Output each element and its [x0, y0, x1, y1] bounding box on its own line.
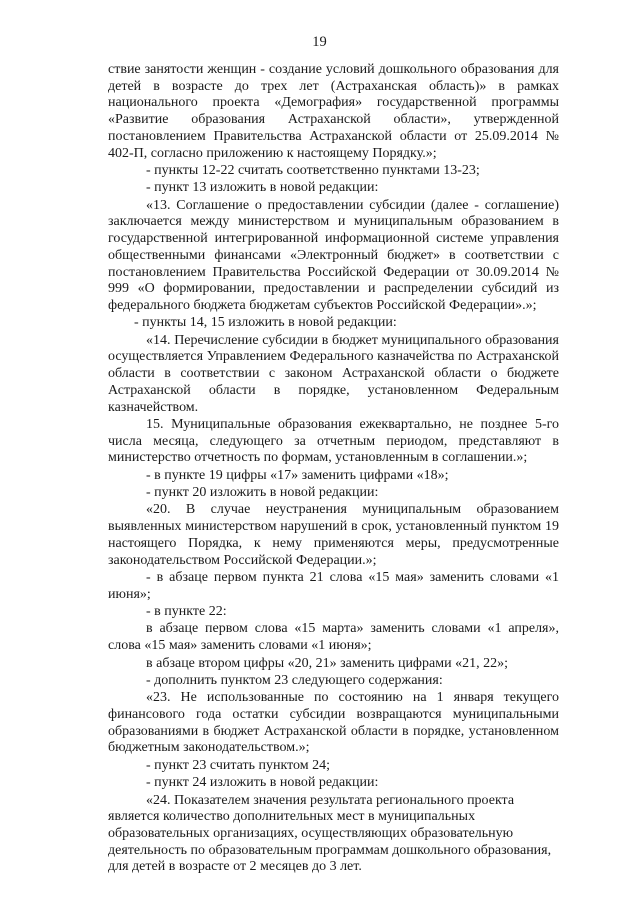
paragraph-item: в абзаце втором цифры «20, 21» заменить цифрами «21, 22»; — [146, 655, 508, 671]
paragraph-item: - пункты 14, 15 изложить в новой редакции: — [134, 315, 397, 331]
paragraph-quote: «23. Не использованные по состоянию на 1 января текущего финансового года остатки субсидии возвращаются муниципальными образованиями в бюджет Астраханской области в порядке, установленном бюджетным законодательством.»; — [108, 690, 559, 756]
document-body — [108, 62, 559, 877]
paragraph-item: - в абзаце первом пункта 21 слова «15 мая» заменить словами «1 июня»; — [108, 569, 559, 602]
paragraph-item: - дополнить пунктом 23 следующего содержания: — [146, 672, 443, 688]
page-number: 19 — [312, 34, 327, 50]
paragraph-item: - пункт 23 считать пунктом 24; — [146, 757, 331, 773]
paragraph-continuation: ствие занятости женщин - создание условий дошкольного образования для детей в возрасте до трех лет (Астраханская область)» в рамках национального проекта «Демография» государственной программы «Развитие образования Астраханской области», утвержденной постановлением Правительства Астраханской области от 25.09.2014 № 402-П, согласно приложению к настоящему Порядку.»; — [108, 62, 559, 161]
paragraph-item: - пункт 20 изложить в новой редакции: — [146, 485, 379, 501]
paragraph-quote: «14. Перечисление субсидии в бюджет муниципального образования осуществляется Управлением Федерального казначейства по Астраханской области в соответствии с законом Астраханской области о бюджете Астраханской области в порядке, установленном Федеральным казначейством. — [108, 332, 559, 415]
paragraph-quote: 15. Муниципальные образования ежеквартально, не позднее 5-го числа месяца, следующего за отчетным периодом, представляют в министерство отчетность по формам, установленным в соглашении.»; — [108, 416, 559, 466]
paragraph-item: в абзаце первом слова «15 марта» заменить словами «1 апреля», слова «15 мая» заменить словами «1 июня»; — [108, 621, 559, 654]
paragraph-quote: «13. Соглашение о предоставлении субсидии (далее - соглашение) заключается между министерством и муниципальным образованием в государственной интегрированной информационной системе управления общественными финансами «Электронный бюджет» в соответствии с постановлением Правительства Российской Федерации от 30.09.2014 № 999 «О формировании, предоставлении и распределении субсидий из федерального бюджета бюджетам субъектов Российской Федерации».»; — [108, 197, 559, 313]
paragraph-quote: «20. В случае неустранения муниципальным образованием выявленных министерством нарушений в срок, установленный пунктом 19 настоящего Порядка, к нему применяются меры, предусмотренные законодательством Российской Федерации.»; — [108, 502, 559, 568]
paragraph-quote: «24. Показателем значения результата регионального проекта является количество дополнительных мест в муниципальных образовательных организациях, осуществляющих образовательную деятельность по образовательным программам дошкольного образования, для детей в возрасте от 2 месяцев до 3 лет. — [108, 792, 552, 875]
paragraph-item: - пункты 12-22 считать соответственно пунктами 13-23; — [146, 162, 480, 178]
paragraph-item: - в пункте 19 цифры «17» заменить цифрами «18»; — [146, 467, 449, 483]
paragraph-item: - пункт 24 изложить в новой редакции: — [146, 775, 379, 791]
paragraph-item: - пункт 13 изложить в новой редакции: — [146, 180, 379, 196]
paragraph-item: - в пункте 22: — [146, 604, 227, 620]
